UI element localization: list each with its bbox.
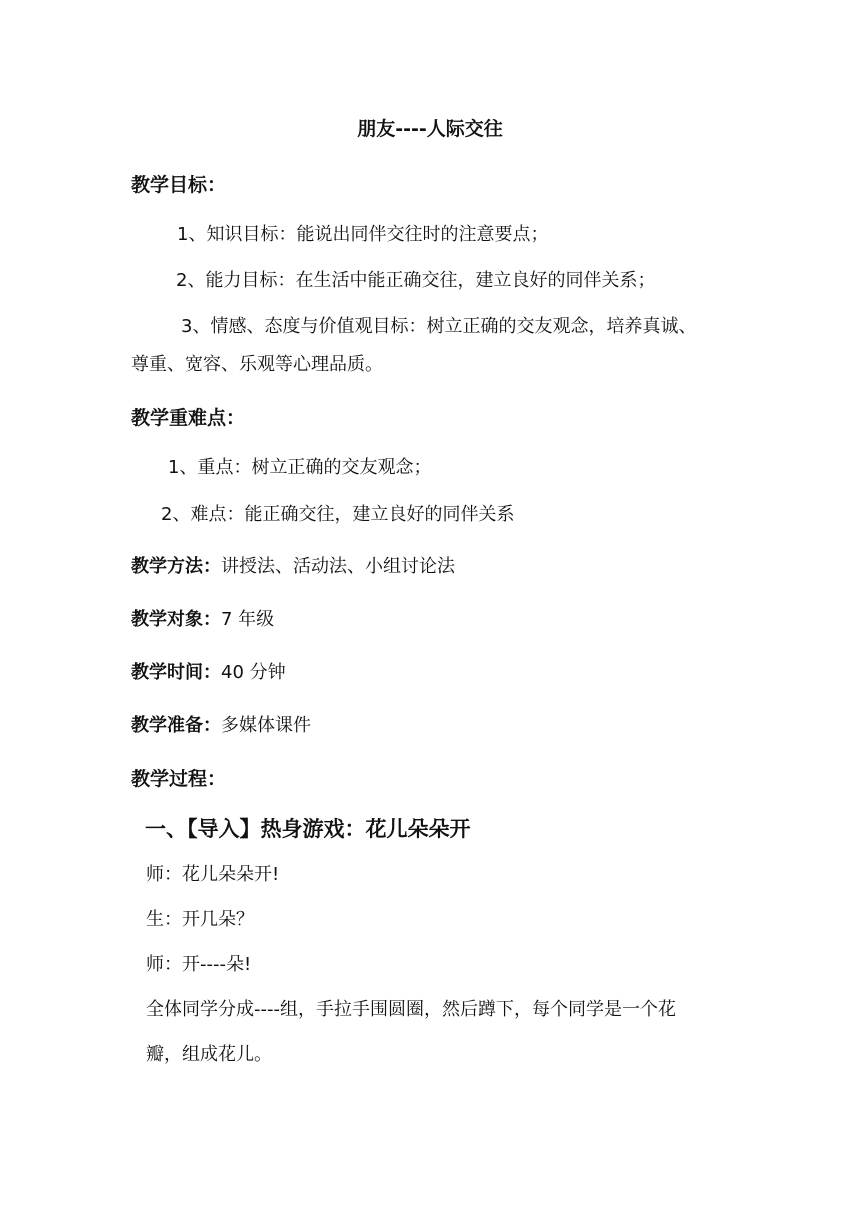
instruction-line2: 瓣，组成花儿。 [146,1044,272,1065]
method-row [131,556,455,578]
objective-emotion-line2: 尊重、宽容、乐观等心理品质。 [131,354,383,375]
dialogue-line: 师：花儿朵朵开! [146,864,280,885]
dialogue-line: 生：开几朵？ [146,909,254,930]
method-value: 讲授法、活动法、小组讨论法 [221,556,455,577]
section-intro-title: 一、【导入】热身游戏：花儿朵朵开 [145,817,471,841]
audience-row [131,609,274,631]
duration-row [131,662,286,684]
process-heading: 教学过程： [131,768,227,790]
preparation-label: 教学准备： [131,715,221,736]
instruction-line1: 全体同学分成----组，手拉手围圆圈，然后蹲下，每个同学是一个花 [146,999,676,1020]
objective-ability: 2、能力目标：在生活中能正确交往，建立良好的同伴关系； [176,270,656,291]
preparation-value: 多媒体课件 [221,715,311,736]
preparation-row [131,715,311,737]
duration-label: 教学时间： [131,662,221,683]
objective-emotion-line1: 3、情感、态度与价值观目标：树立正确的交友观念，培养真诚、 [181,316,697,337]
method-label: 教学方法： [131,556,221,577]
objective-knowledge: 1、知识目标：能说出同伴交往时的注意要点； [177,224,549,245]
duration-value: 40 分钟 [221,662,286,683]
difficult-point: 2、难点：能正确交往，建立良好的同伴关系 [161,504,515,525]
key-point: 1、重点：树立正确的交友观念； [168,457,432,478]
dialogue-line: 师：开----朵! [146,954,252,975]
key-points-heading: 教学重难点： [131,407,246,429]
audience-label: 教学对象： [131,609,221,630]
objectives-heading: 教学目标： [131,174,227,196]
audience-value: 7 年级 [221,609,275,630]
document-title: 朋友----人际交往 [357,118,503,140]
